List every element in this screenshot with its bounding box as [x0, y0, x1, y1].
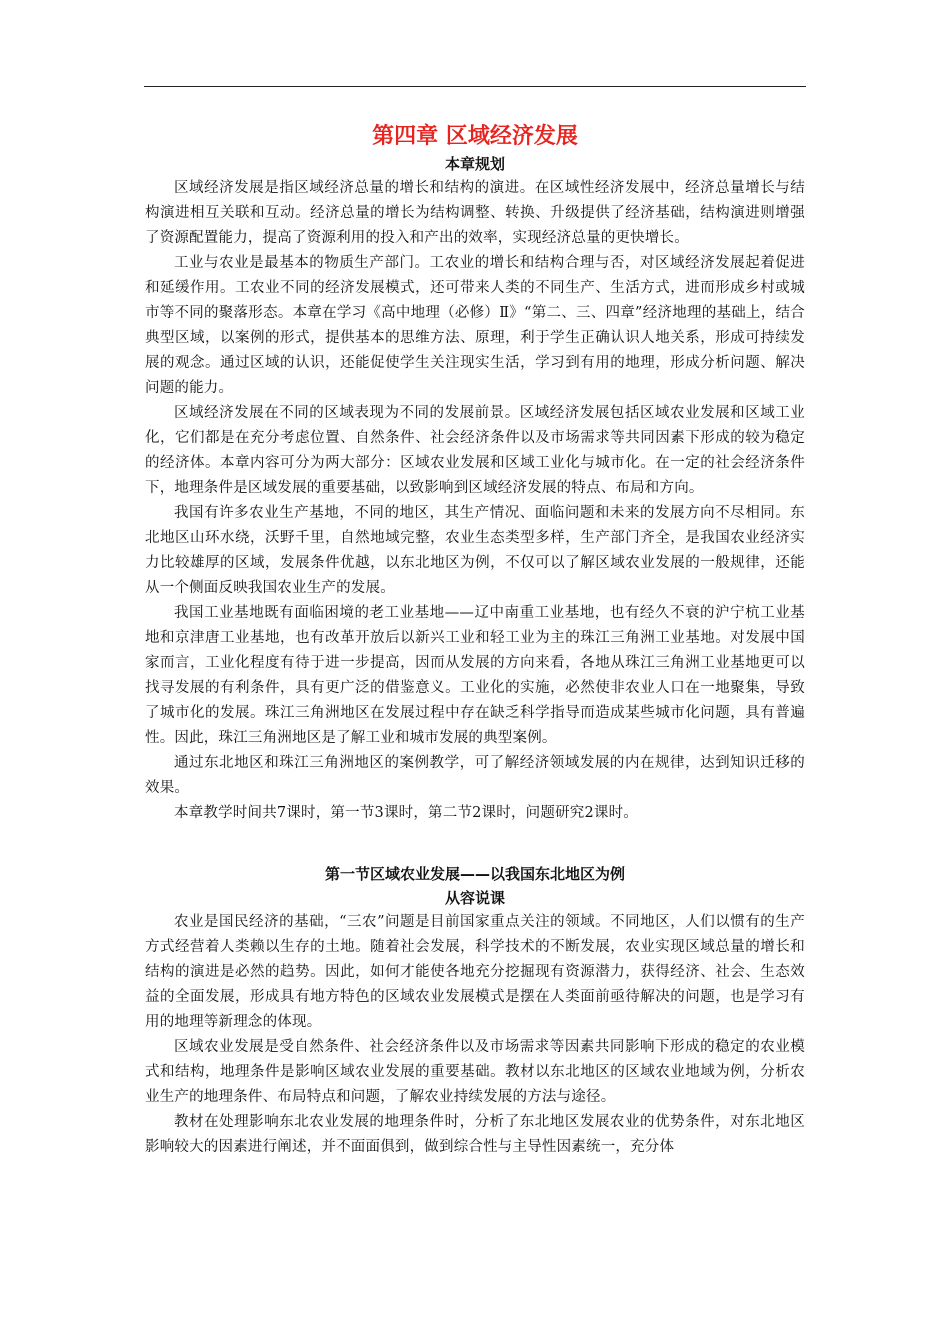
- chapter-subtitle: 本章规划: [444, 155, 505, 173]
- paragraph: 农业是国民经济的基础，“三农”问题是目前国家重点关注的领域。不同地区，人们以惯有的生产方式经营着人类赖以生存的土地。随着社会发展，科学技术的不断发展，农业实现区域总量的增长和结构的演进是必然的趋势。因此，如何才能使各地充分挖掘现有资源潜力，获得经济、社会、生态效益的全面发展，形成具有地方特色的区域农业发展模式是摆在人类面前亟待解决的问题，也是学习有用的地理等新理念的体现。: [145, 914, 805, 1030]
- document-body: [145, 122, 805, 1160]
- section-subtitle: 从容说课: [444, 889, 505, 907]
- paragraph: 区域农业发展是受自然条件、社会经济条件以及市场需求等因素共同影响下形成的稳定的农业模式和结构，地理条件是影响区域农业发展的重要基础。教材以东北地区的区域农业地域为例，分析农业生产的地理条件、布局特点和问题，了解农业持续发展的方法与途径。: [145, 1039, 805, 1105]
- paragraph: 区域经济发展是指区域经济总量的增长和结构的演进。在区域性经济发展中，经济总量增长与结构演进相互关联和互动。经济总量的增长为结构调整、转换、升级提供了经济基础，结构演进则增强了资源配置能力，提高了资源利用的投入和产出的效率，实现经济总量的更快增长。: [145, 180, 805, 246]
- chapter-title: 第四章 区域经济发展: [372, 124, 578, 149]
- paragraph: 教材在处理影响东北农业发展的地理条件时，分析了东北地区发展农业的优势条件，对东北地区影响较大的因素进行阐述，并不面面俱到，做到综合性与主导性因素统一，充分体: [145, 1114, 805, 1155]
- paragraph: 本章教学时间共7课时，第一节3课时，第二节2课时，问题研究2课时。: [174, 805, 638, 821]
- section-title: 第一节区域农业发展——以我国东北地区为例: [324, 865, 625, 883]
- paragraph: 我国工业基地既有面临困境的老工业基地——辽中南重工业基地，也有经久不衰的沪宁杭工业基地和京津唐工业基地，也有改革开放后以新兴工业和轻工业为主的珠江三角洲工业基地。对发展中国家而言，工业化程度有待于进一步提高，因而从发展的方向来看，各地从珠江三角洲工业基地更可以找寻发展的有利条件，具有更广泛的借鉴意义。工业化的实施，必然使非农业人口在一地聚集，导致了城市化的发展。珠江三角洲地区在发展过程中存在缺乏科学指导而造成某些城市化问题，具有普遍性。因此，珠江三角洲地区是了解工业和城市发展的典型案例。: [145, 605, 805, 746]
- paragraph: 工业与农业是最基本的物质生产部门。工农业的增长和结构合理与否，对区域经济发展起着促进和延缓作用。工农业不同的经济发展模式，还可带来人类的不同生产、生活方式，进而形成乡村或城市等不同的聚落形态。本章在学习《高中地理（必修）Ⅱ》“第二、三、四章”经济地理的基础上，结合典型区域，以案例的形式，提供基本的思维方法、原理，利于学生正确认识人地关系，形成可持续发展的观念。通过区域的认识，还能促使学生关注现实生活，学习到有用的地理，形成分析问题、解决问题的能力。: [145, 255, 805, 396]
- header-rule: [144, 86, 806, 87]
- paragraph: 我国有许多农业生产基地，不同的地区，其生产情况、面临问题和未来的发展方向不尽相同。东北地区山环水绕，沃野千里，自然地域完整，农业生态类型多样，生产部门齐全，是我国农业经济实力比较雄厚的区域，发展条件优越，以东北地区为例，不仅可以了解区域农业发展的一般规律，还能从一个侧面反映我国农业生产的发展。: [145, 505, 805, 596]
- paragraph: 通过东北地区和珠江三角洲地区的案例教学，可了解经济领域发展的内在规律，达到知识迁移的效果。: [145, 755, 805, 796]
- paragraph: 区域经济发展在不同的区域表现为不同的发展前景。区域经济发展包括区域农业发展和区域工业化，它们都是在充分考虑位置、自然条件、社会经济条件以及市场需求等共同因素下形成的较为稳定的经济体。本章内容可分为两大部分：区域农业发展和区域工业化与城市化。在一定的社会经济条件下，地理条件是区域发展的重要基础，以致影响到区域经济发展的特点、布局和方向。: [145, 405, 805, 496]
